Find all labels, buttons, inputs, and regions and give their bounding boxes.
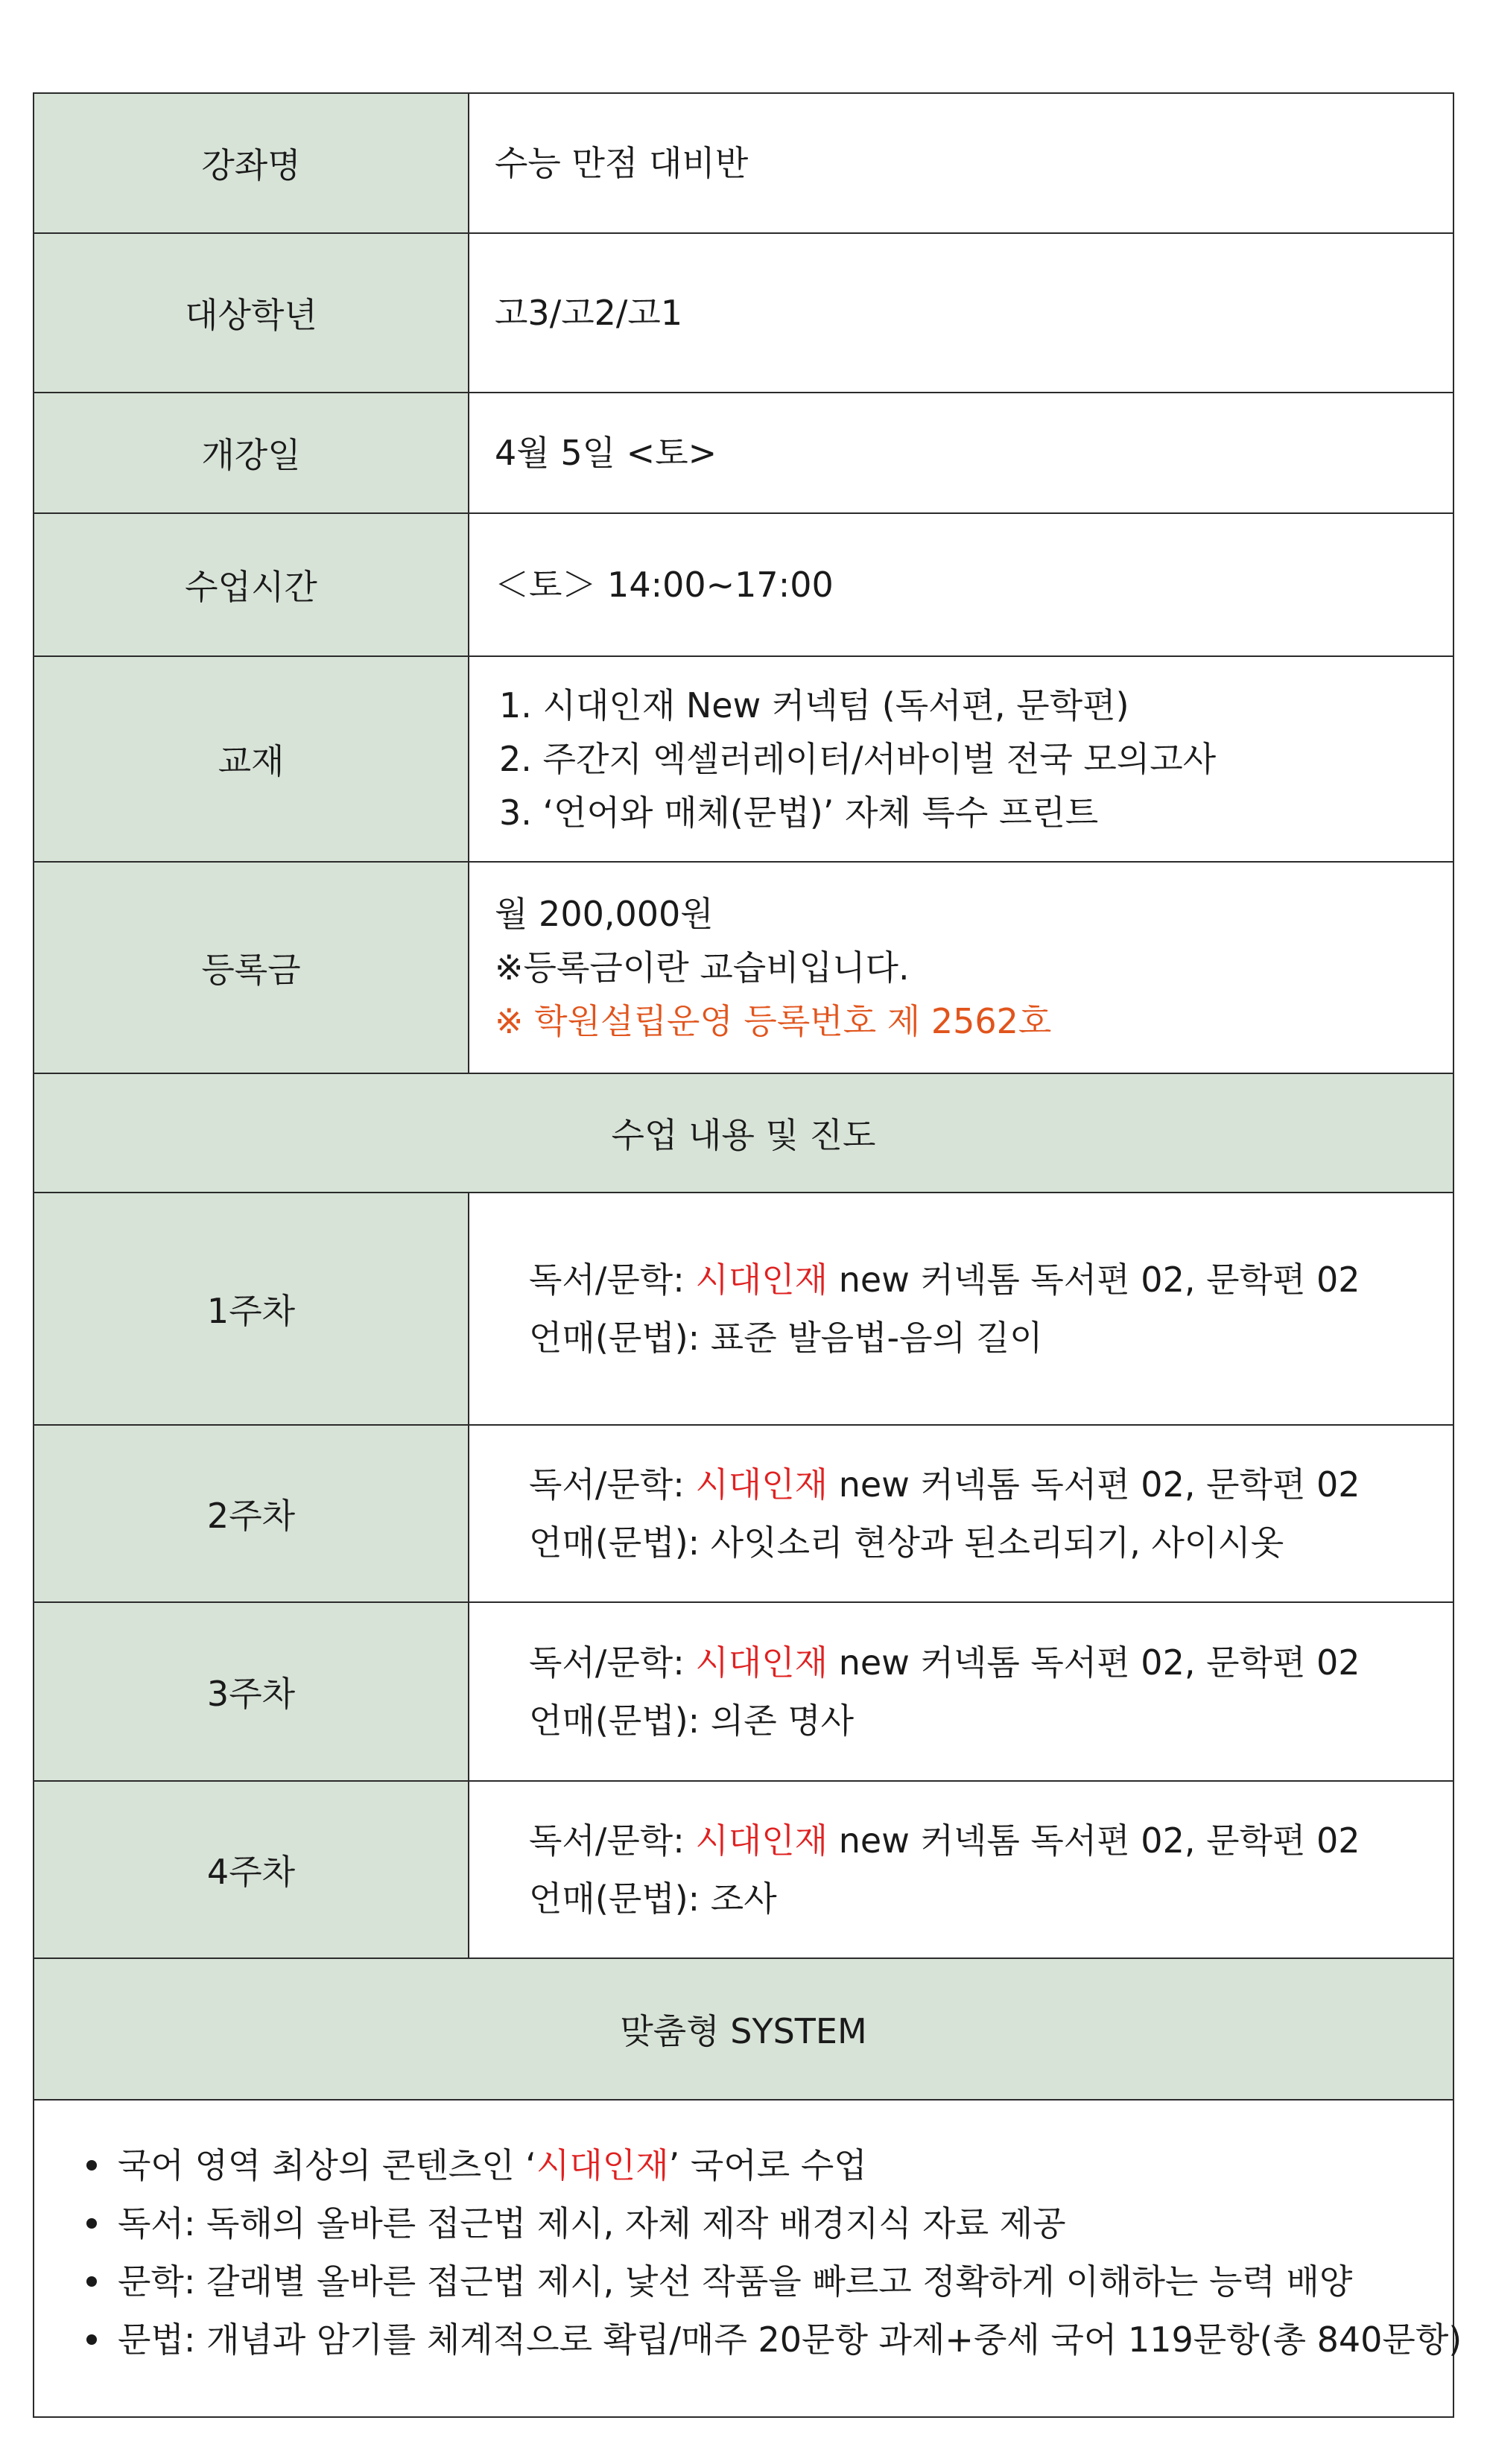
row-target-grade xyxy=(34,234,1453,393)
week-grammar: 언매(문법): 조사 xyxy=(529,1879,777,1919)
system-header-row xyxy=(34,1959,1453,2101)
target-grade-label: 대상학년 xyxy=(34,234,469,392)
bullet-icon xyxy=(86,2160,97,2171)
bullet-icon xyxy=(86,2218,97,2229)
list-item: 독서: 독해의 올바른 접근법 제시, 자체 제작 배경지식 자료 제공 xyxy=(86,2194,1462,2252)
system-list xyxy=(34,2101,1462,2416)
week-row xyxy=(34,1782,1453,1959)
bullet-icon xyxy=(86,2334,97,2345)
target-grade-value: 고3/고2/고1 xyxy=(495,293,683,333)
course-info-table xyxy=(33,92,1462,2418)
week-grammar: 언매(문법): 표준 발음법-음의 길이 xyxy=(529,1318,1043,1358)
class-time-value: ＜토＞ 14:00~17:00 xyxy=(495,565,834,605)
textbook-item: 1. 시대인재 New 커넥텀 (독서편, 문학편) xyxy=(499,685,1129,725)
course-name-value: 수능 만점 대비반 xyxy=(495,143,749,183)
textbook-label: 교재 xyxy=(34,657,469,861)
registration-notice: ※ 학원설립운영 등록번호 제 2562호 xyxy=(495,1001,1052,1041)
row-course-name xyxy=(34,94,1453,234)
system-header: 맞춤형 SYSTEM xyxy=(34,1959,1453,2099)
tuition-label: 등록금 xyxy=(34,863,469,1073)
system-list-row xyxy=(34,2101,1462,2416)
row-textbook xyxy=(34,657,1453,863)
tuition-amount: 월 200,000원 xyxy=(495,894,714,934)
curriculum-header: 수업 내용 및 진도 xyxy=(34,1074,1453,1192)
week-grammar: 언매(문법): 사잇소리 현상과 된소리되기, 사이시옷 xyxy=(529,1522,1284,1563)
list-item: 문법: 개념과 암기를 체계적으로 확립/매주 20문항 과제+중세 국어 119문항(총 840문항) xyxy=(86,2311,1462,2369)
class-time-label: 수업시간 xyxy=(34,514,469,655)
course-name-label: 강좌명 xyxy=(34,94,469,232)
week-reading: 독서/문학: 시대인재 new 커넥톰 독서편 02, 문학편 02 xyxy=(529,1464,1360,1505)
list-item: 문학: 갈래별 올바른 접근법 제시, 낯선 작품을 빠르고 정확하게 이해하는 능력 배양 xyxy=(86,2252,1462,2311)
textbook-item: 3. ‘언어와 매체(문법)’ 자체 특수 프린트 xyxy=(499,793,1099,833)
curriculum-header-row xyxy=(34,1074,1453,1193)
week-label: 4주차 xyxy=(34,1782,469,1957)
brand-name: 시대인재 xyxy=(695,1820,828,1861)
row-start-date xyxy=(34,393,1453,514)
row-tuition xyxy=(34,863,1453,1074)
week-row xyxy=(34,1426,1453,1603)
week-label: 1주차 xyxy=(34,1193,469,1424)
start-date-value: 4월 5일 <토> xyxy=(495,433,717,473)
start-date-label: 개강일 xyxy=(34,393,469,512)
week-reading: 독서/문학: 시대인재 new 커넥톰 독서편 02, 문학편 02 xyxy=(529,1642,1360,1683)
tuition-note: ※등록금이란 교습비입니다. xyxy=(495,947,910,988)
week-row xyxy=(34,1603,1453,1782)
week-grammar: 언매(문법): 의존 명사 xyxy=(529,1701,855,1741)
week-reading: 독서/문학: 시대인재 new 커넥톰 독서편 02, 문학편 02 xyxy=(529,1260,1360,1300)
week-row xyxy=(34,1193,1453,1426)
week-label: 2주차 xyxy=(34,1426,469,1601)
row-class-time xyxy=(34,514,1453,657)
week-reading: 독서/문학: 시대인재 new 커넥톰 독서편 02, 문학편 02 xyxy=(529,1820,1360,1861)
brand-name: 시대인재 xyxy=(695,1260,828,1300)
brand-name: 시대인재 xyxy=(695,1642,828,1683)
textbook-item: 2. 주간지 엑셀러레이터/서바이벌 전국 모의고사 xyxy=(499,739,1217,779)
week-label: 3주차 xyxy=(34,1603,469,1780)
brand-name: 시대인재 xyxy=(695,1464,828,1505)
bullet-icon xyxy=(86,2276,97,2287)
brand-name: 시대인재 xyxy=(536,2145,669,2185)
list-item: 국어 영역 최상의 콘텐츠인 ‘시대인재’ 국어로 수업 xyxy=(86,2136,1462,2194)
